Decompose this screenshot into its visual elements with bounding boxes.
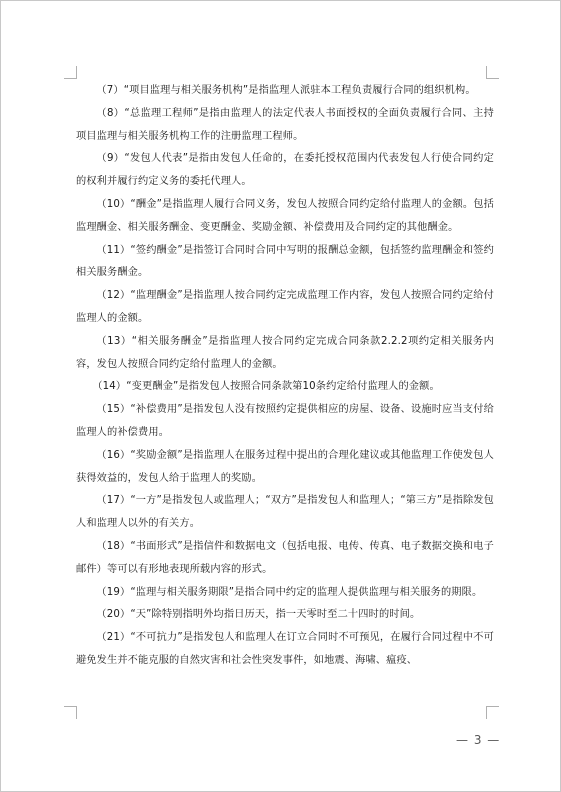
paragraph-13: （13）“相关服务酬金”是指监理人按合同约定完成合同条款2.2.2项约定相关服务内容，发包人按照合同约定给付监理人的金额。: [76, 335, 494, 370]
document-body: [76, 80, 494, 673]
paragraph-17: （17）“一方”是指发包人或监理人；“双方”是指发包人和监理人；“第三方”是指除发包人和监理人以外的有关方。: [76, 495, 494, 530]
paragraph-11: （11）“签约酬金”是指签订合同时合同中写明的报酬总金额，包括签约监理酬金和签约相关服务酬金。: [76, 244, 494, 279]
paragraph-18: （18）“书面形式”是指信件和数据电文（包括电报、电传、传真、电子数据交换和电子邮件）等可以有形地表现所载内容的形式。: [76, 540, 494, 575]
paragraph-7: （7）“项目监理与相关服务机构”是指监理人派驻本工程负责履行合同的组织机构。: [96, 85, 476, 96]
paragraph-16: （16）“奖励金额”是指监理人在服务过程中提出的合理化建议或其他监理工作使发包人获得效益的，发包人给于监理人的奖励。: [76, 449, 494, 484]
crop-mark-top-left: [64, 66, 77, 79]
paragraph-14: （14）“变更酬金”是指发包人按照合同条款第10条约定给付监理人的金额。: [92, 381, 440, 393]
paragraph-20: （20）“天”除特别指明外均指日历天，指一天零时至二十四时的时间。: [96, 609, 421, 621]
crop-mark-top-right: [486, 66, 499, 79]
page-number: — 3 —: [456, 733, 501, 747]
paragraph-15: （15）“补偿费用”是指发包人没有按照约定提供相应的房屋、设备、设施时应当支付给监理人的补偿费用。: [76, 404, 494, 438]
paragraph-21: （21）“不可抗力”是指发包人和监理人在订立合同时不可预见，在履行合同过程中不可避免发生并不能克服的自然灾害和社会性突发事件，如地震、海啸、瘟疫、: [76, 632, 494, 666]
crop-mark-bottom-right: [486, 706, 499, 719]
paragraph-8: （8）“总监理工程师”是指由监理人的法定代表人书面授权的全面负责履行合同、主持项目监理与相关服务机构工作的注册监理工程师。: [76, 107, 494, 142]
paragraph-19: （19）“监理与相关服务期限”是指合同中约定的监理人提供监理与相关服务的期限。: [96, 586, 483, 598]
paragraph-9: （9）“发包人代表”是指由发包人任命的，在委托授权范围内代表发包人行使合同约定的权利并履行约定义务的委托代理人。: [76, 153, 494, 188]
paragraph-10: （10）“酬金”是指监理人履行合同义务，发包人按照合同约定给付监理人的金额。包括监理酬金、相关服务酬金、变更酬金、奖励金额、补偿费用及合同约定的其他酬金。: [76, 198, 494, 233]
crop-mark-bottom-left: [64, 706, 77, 719]
paragraph-12: （12）“监理酬金”是指监理人按合同约定完成监理工作内容，发包人按照合同约定给付监理人的金额。: [76, 290, 494, 324]
